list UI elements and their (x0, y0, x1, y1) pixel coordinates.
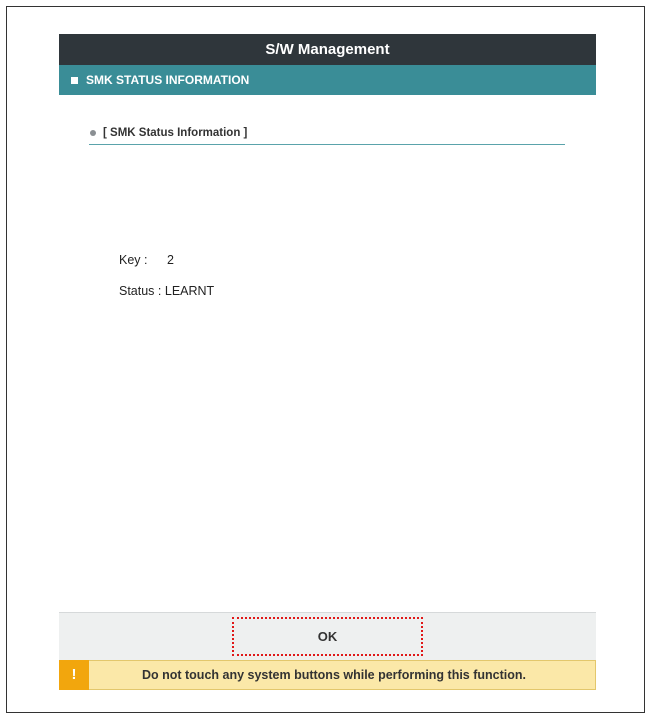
subsection-title: [ SMK Status Information ] (103, 127, 248, 139)
square-bullet-icon (71, 77, 78, 84)
key-row (119, 253, 174, 267)
warning-banner (59, 660, 596, 690)
status-row (119, 284, 214, 298)
status-label: Status : (119, 284, 162, 298)
app-titlebar (59, 34, 596, 65)
ok-highlight-box (232, 617, 423, 656)
app-window (59, 34, 596, 690)
ok-button[interactable]: OK (236, 621, 419, 652)
dot-bullet-icon (90, 130, 96, 136)
key-label: Key : (119, 253, 148, 267)
key-value: 2 (166, 253, 174, 267)
button-bar (59, 612, 596, 660)
status-value: LEARNT (164, 284, 215, 298)
subsection-header (89, 122, 565, 145)
app-title: S/W Management (265, 41, 390, 58)
section-title: SMK STATUS INFORMATION (86, 73, 250, 87)
section-header (59, 65, 596, 95)
warning-text: Do not touch any system buttons while performing this function. (141, 668, 527, 682)
warning-icon: ! (59, 660, 89, 690)
